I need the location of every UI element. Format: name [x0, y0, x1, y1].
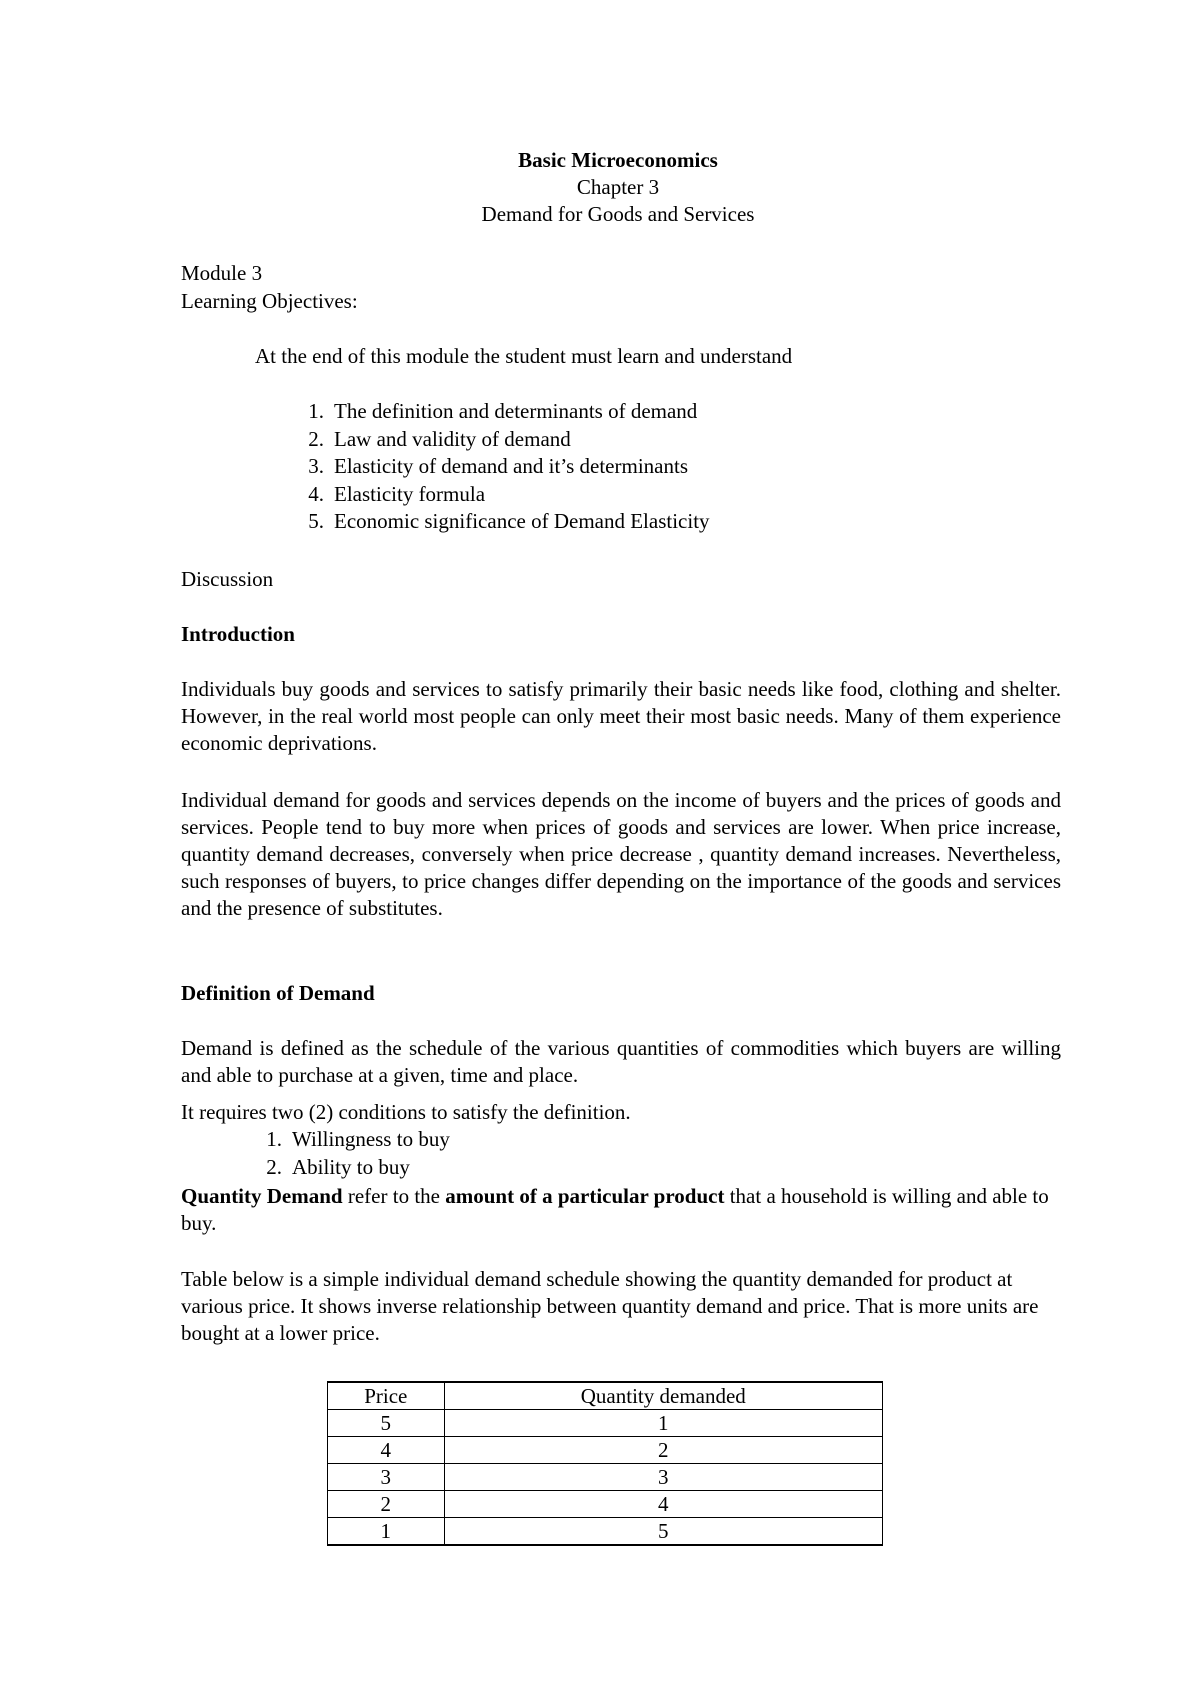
table-row [328, 1464, 883, 1491]
list-item: 2. Ability to buy [266, 1154, 410, 1179]
chapter-subtitle: Demand for Goods and Services [481, 202, 755, 226]
column-header-price: Price [328, 1382, 445, 1410]
list-item: 1. Willingness to buy [266, 1127, 450, 1151]
definition-heading: Definition of Demand [181, 981, 375, 1005]
list-item: 4. Elasticity formula [308, 481, 486, 506]
document-title: Basic Microeconomics [518, 148, 718, 172]
module-label: Module 3 [181, 261, 263, 285]
conditions-list [266, 1126, 450, 1181]
table-row [328, 1491, 883, 1518]
table-cell: 5 [444, 1518, 882, 1546]
quantity-demand-term: Quantity Demand [181, 1184, 343, 1208]
chapter-label: Chapter 3 [576, 175, 660, 199]
amount-term: amount of a particular product [445, 1184, 725, 1208]
definition-paragraph: Demand is defined as the schedule of the various quantities of commodities which buyers are willing and able to purchase at a given, time and place. [181, 1036, 1061, 1087]
table-row [328, 1410, 883, 1437]
demand-schedule-table [327, 1381, 883, 1546]
table-cell: 1 [328, 1518, 445, 1546]
list-item: 2. Law and validity of demand [308, 426, 571, 451]
table-cell: 4 [328, 1437, 445, 1464]
list-item: 1. The definition and determinants of demand [308, 399, 698, 423]
table-cell: 4 [444, 1491, 882, 1518]
discussion-label: Discussion [181, 567, 274, 591]
intro-paragraph-1: Individuals buy goods and services to satisfy primarily their basic needs like food, clothing and shelter. However, in the real world most people can only meet their most basic needs. Many of them experience economic deprivations. [181, 677, 1061, 755]
list-item: 5. Economic significance of Demand Elasticity [308, 509, 710, 534]
introduction-heading: Introduction [181, 622, 295, 646]
objectives-list [308, 398, 710, 536]
table-row [328, 1437, 883, 1464]
column-header-quantity: Quantity demanded [444, 1382, 882, 1410]
table-row [328, 1518, 883, 1546]
table-cell: 3 [328, 1464, 445, 1491]
table-cell: 1 [444, 1410, 882, 1437]
conditions-intro: It requires two (2) conditions to satisfy the definition. [181, 1100, 631, 1124]
list-item: 3. Elasticity of demand and it’s determinants [308, 454, 688, 479]
table-cell: 3 [444, 1464, 882, 1491]
quantity-demand-paragraph: Quantity Demand refer to the amount of a particular product that a household is willing and able to buy. [181, 1184, 1049, 1235]
table-cell: 5 [328, 1410, 445, 1437]
table-intro-paragraph: Table below is a simple individual demand schedule showing the quantity demanded for product at various price. It shows inverse relationship between quantity demand and price. That is more units are bought at a lower price. [181, 1267, 1039, 1345]
objectives-heading: Learning Objectives: [181, 289, 358, 313]
table-cell: 2 [444, 1437, 882, 1464]
table-header-row [328, 1382, 883, 1410]
intro-paragraph-2: Individual demand for goods and services depends on the income of buyers and the prices of goods and services. People tend to buy more when prices of goods and services are lower. When price increase, quantity demand decreases, conversely when price decrease , quantity demand increases. Nevertheless, such responses of buyers, to price changes differ depending on the importance of the goods and services and the presence of substitutes. [181, 788, 1061, 920]
objectives-intro: At the end of this module the student must learn and understand [255, 344, 793, 368]
table-cell: 2 [328, 1491, 445, 1518]
